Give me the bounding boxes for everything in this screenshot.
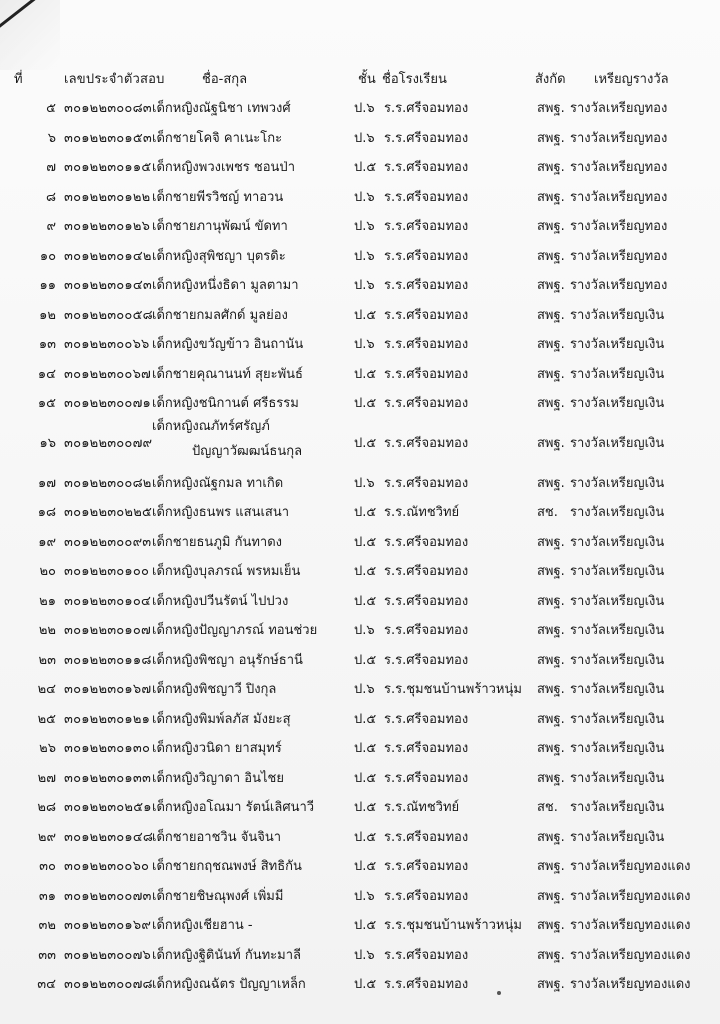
- row-award: รางวัลเหรียญทองแดง: [570, 918, 691, 933]
- row-school: ร.ร.ศรีจอมทอง: [384, 475, 469, 491]
- row-award: รางวัลเหรียญเงิน: [570, 505, 665, 520]
- table-row: [22, 612, 712, 642]
- row-school: ร.ร.ชุมชนบ้านพร้าวหนุ่ม: [384, 918, 522, 933]
- row-award: รางวัลเหรียญทอง: [570, 248, 668, 264]
- row-award: รางวัลเหรียญเงิน: [570, 623, 665, 638]
- ink-dot: [497, 991, 501, 995]
- row-name: เด็กหญิงอโณมา รัตน์เลิศนาวี: [152, 800, 315, 815]
- row-award: รางวัลเหรียญเงิน: [570, 682, 665, 697]
- row-affiliation: สพฐ.: [537, 682, 565, 697]
- row-name: เด็กหญิงบุลภรณ์ พรหมเย็น: [152, 564, 301, 579]
- header-no: ที่: [14, 72, 23, 87]
- row-affiliation: สพฐ.: [537, 652, 565, 668]
- row-name: เด็กหญิงเชียฮาน -: [152, 918, 253, 933]
- table-row: [22, 760, 712, 790]
- row-exam-id: ๓๐๑๒๒๓๐๐๗๑: [64, 396, 151, 411]
- header-school: ชื่อโรงเรียน: [382, 72, 447, 87]
- row-affiliation: สพฐ.: [537, 307, 565, 323]
- row-no: ๑๙: [38, 534, 56, 550]
- row-grade: ป.๕: [354, 652, 377, 668]
- row-award: รางวัลเหรียญทองแดง: [570, 888, 691, 904]
- row-exam-id: ๓๐๑๒๒๓๐๑๑๘: [64, 652, 152, 668]
- row-no: ๒๙: [37, 829, 56, 845]
- row-no: ๘: [45, 189, 56, 205]
- row-grade: ป.๕: [354, 800, 377, 815]
- row-school: ร.ร.ศรีจอมทอง: [384, 711, 469, 727]
- table-row: [22, 524, 712, 554]
- row-name: เด็กชายโคจิ คาเนะโกะ: [152, 130, 283, 146]
- row-exam-id: ๓๐๑๒๒๓๐๑๖๙: [64, 918, 152, 933]
- row-exam-id: ๓๐๑๒๒๓๐๑๓๓: [64, 770, 152, 786]
- row-school: ร.ร.ศรีจอมทอง: [384, 741, 469, 756]
- row-exam-id: ๓๐๑๒๒๓๐๒๒๕: [64, 505, 153, 520]
- row-affiliation: สพฐ.: [537, 435, 565, 451]
- row-grade: ป.๕: [354, 435, 377, 451]
- row-no: ๑๐: [39, 248, 56, 264]
- row-exam-id: ๓๐๑๒๒๓๐๑๒๒: [64, 189, 151, 205]
- row-school: ร.ร.ศรีจอมทอง: [384, 770, 469, 786]
- row-name-line1: เด็กหญิงณภัทร์ศรัญภ์: [152, 418, 270, 434]
- row-no: ๑๓: [38, 337, 56, 352]
- row-name: เด็กหญิงณัฐกมล ทาเกิด: [152, 475, 284, 491]
- row-exam-id: ๓๐๑๒๒๓๐๑๒๑: [64, 711, 151, 727]
- table-row: [22, 583, 712, 613]
- row-school: ร.ร.ศรีจอมทอง: [384, 593, 469, 609]
- row-award: รางวัลเหรียญทองแดง: [570, 977, 691, 992]
- row-grade: ป.๖: [354, 682, 375, 697]
- table-row: [22, 671, 712, 701]
- row-no: ๓๑: [38, 888, 56, 904]
- row-affiliation: สช.: [537, 505, 558, 520]
- row-school: ร.ร.ศรีจอมทอง: [384, 829, 469, 845]
- row-exam-id: ๓๐๑๒๒๓๐๒๕๑: [64, 800, 152, 815]
- row-affiliation: สพฐ.: [537, 888, 565, 904]
- row-school: ร.ร.ชุมชนบ้านพร้าวหนุ่ม: [384, 682, 522, 697]
- row-affiliation: สพฐ.: [537, 770, 565, 786]
- row-award: รางวัลเหรียญเงิน: [570, 396, 665, 411]
- row-school: ร.ร.ศรีจอมทอง: [384, 160, 469, 175]
- row-no: ๒๑: [39, 593, 56, 609]
- row-affiliation: สพฐ.: [537, 219, 565, 234]
- row-school: ร.ร.ณัทชวิทย์: [384, 800, 460, 815]
- row-name: เด็กหญิงพิมพ์ลภัส มังยะสุ: [152, 711, 291, 727]
- table-row: [22, 465, 712, 495]
- row-no: ๙: [46, 219, 56, 234]
- row-name: [152, 415, 357, 461]
- page-fold-shadow: [0, 0, 60, 70]
- row-affiliation: สช.: [537, 800, 558, 815]
- row-affiliation: สพฐ.: [537, 475, 565, 491]
- row-no: ๒๘: [37, 800, 56, 815]
- row-grade: ป.๖: [354, 337, 375, 352]
- row-no: ๓๔: [37, 977, 56, 992]
- table-row: [22, 966, 712, 996]
- row-award: รางวัลเหรียญเงิน: [570, 307, 665, 323]
- table-row: [22, 179, 712, 209]
- table-row: [22, 878, 712, 908]
- row-grade: ป.๖: [354, 278, 375, 293]
- row-no: ๒๕: [37, 711, 56, 727]
- row-grade: ป.๕: [354, 564, 377, 579]
- row-school: ร.ร.ศรีจอมทอง: [384, 278, 469, 293]
- table-row: [22, 415, 712, 465]
- header-exam-id: เลขประจำตัวสอบ: [64, 72, 165, 87]
- row-exam-id: ๓๐๑๒๒๓๐๐๗๓: [64, 888, 152, 904]
- row-name: เด็กหญิงพิชญา อนุรักษ์ธานี: [152, 652, 303, 668]
- row-school: ร.ร.ศรีจอมทอง: [384, 248, 469, 264]
- row-grade: ป.๖: [354, 888, 375, 904]
- table-row: [22, 701, 712, 731]
- table-row: [22, 149, 712, 179]
- row-affiliation: สพฐ.: [537, 564, 565, 579]
- row-school: ร.ร.ศรีจอมทอง: [384, 189, 469, 205]
- row-grade: ป.๖: [354, 623, 375, 638]
- row-school: ร.ร.ศรีจอมทอง: [384, 859, 469, 874]
- row-award: รางวัลเหรียญทอง: [570, 101, 668, 116]
- row-exam-id: ๓๐๑๒๒๓๐๑๔๓: [64, 278, 153, 293]
- row-affiliation: สพฐ.: [537, 396, 565, 411]
- table-row: [22, 208, 712, 238]
- row-grade: ป.๕: [354, 534, 377, 550]
- row-exam-id: ๓๐๑๒๒๓๐๑๒๖: [64, 219, 151, 234]
- row-exam-id: ๓๐๑๒๒๓๐๐๗๘: [64, 977, 153, 992]
- row-award: รางวัลเหรียญทอง: [570, 160, 668, 175]
- row-grade: ป.๖: [354, 101, 375, 116]
- row-school: ร.ร.ศรีจอมทอง: [384, 888, 469, 904]
- row-name: เด็กหญิงสุพิชญา บุตรดิะ: [152, 248, 286, 264]
- row-affiliation: สพฐ.: [537, 623, 565, 638]
- row-award: รางวัลเหรียญทองแดง: [570, 947, 691, 963]
- table-row: [22, 326, 712, 356]
- row-grade: ป.๖: [354, 130, 375, 146]
- row-grade: ป.๕: [354, 307, 377, 323]
- row-school: ร.ร.ศรีจอมทอง: [384, 977, 469, 992]
- row-name: เด็กหญิงพวงเพชร ชอนป่า: [152, 160, 295, 175]
- row-award: รางวัลเหรียญเงิน: [570, 435, 665, 451]
- row-school: ร.ร.ศรีจอมทอง: [384, 396, 469, 411]
- row-school: ร.ร.ศรีจอมทอง: [384, 564, 469, 579]
- table-body: [22, 90, 712, 996]
- row-affiliation: สพฐ.: [537, 947, 565, 963]
- row-affiliation: สพฐ.: [537, 859, 565, 874]
- row-affiliation: สพฐ.: [537, 534, 565, 550]
- row-exam-id: ๓๐๑๒๒๓๐๐๕๘: [64, 307, 153, 323]
- row-award: รางวัลเหรียญทอง: [570, 189, 668, 205]
- row-exam-id: ๓๐๑๒๒๓๐๑๑๕: [64, 160, 152, 175]
- table-row: [22, 120, 712, 150]
- table-row: [22, 494, 712, 524]
- row-grade: ป.๕: [354, 977, 377, 992]
- row-no: ๑๑: [39, 278, 56, 293]
- row-affiliation: สพฐ.: [537, 918, 565, 933]
- row-affiliation: สพฐ.: [537, 741, 565, 756]
- row-no: ๓๐: [39, 859, 56, 874]
- row-grade: ป.๖: [354, 475, 375, 491]
- row-affiliation: สพฐ.: [537, 160, 565, 175]
- row-grade: ป.๕: [354, 770, 377, 786]
- row-name: เด็กหญิงณฉัตร ปัญญาเหล็ก: [152, 977, 306, 992]
- row-exam-id: ๓๐๑๒๒๓๐๑๐๔: [64, 593, 152, 609]
- row-exam-id: ๓๐๑๒๒๓๐๐๘๒: [64, 475, 152, 491]
- table-row: [22, 356, 712, 386]
- row-award: รางวัลเหรียญทองแดง: [570, 859, 691, 874]
- row-no: ๓๓: [38, 947, 56, 963]
- table-row: [22, 385, 712, 415]
- row-affiliation: สพฐ.: [537, 101, 565, 116]
- row-award: รางวัลเหรียญเงิน: [570, 475, 665, 491]
- row-affiliation: สพฐ.: [537, 278, 565, 293]
- row-award: รางวัลเหรียญเงิน: [570, 770, 665, 786]
- header-name: ชื่อ-สกุล: [202, 72, 248, 87]
- row-no: ๗: [46, 160, 56, 175]
- row-affiliation: สพฐ.: [537, 977, 565, 992]
- row-grade: ป.๕: [354, 593, 377, 609]
- table-row: [22, 789, 712, 819]
- row-name: เด็กหญิงปวีนรัตน์ ไปปวง: [152, 593, 289, 609]
- row-grade: ป.๖: [354, 219, 375, 234]
- table-header: [14, 62, 712, 90]
- row-award: รางวัลเหรียญเงิน: [570, 593, 665, 609]
- row-no: ๑๖: [39, 435, 56, 451]
- row-name-line2: ปัญญาวัฒฒน์ธนกุล: [192, 443, 303, 459]
- row-grade: ป.๖: [354, 189, 375, 205]
- row-exam-id: ๓๐๑๒๒๓๐๐๘๓: [64, 101, 152, 116]
- table-row: [22, 848, 712, 878]
- row-affiliation: สพฐ.: [537, 593, 565, 609]
- row-exam-id: ๓๐๑๒๒๓๐๐๖๖: [64, 337, 150, 352]
- row-award: รางวัลเหรียญเงิน: [570, 741, 665, 756]
- row-exam-id: ๓๐๑๒๒๓๐๐๗๙: [64, 435, 153, 451]
- row-no: ๒๗: [37, 770, 56, 786]
- row-affiliation: สพฐ.: [537, 130, 565, 146]
- header-affiliation: สังกัด: [535, 72, 566, 87]
- row-exam-id: ๓๐๑๒๒๓๐๑๔๘: [64, 829, 154, 845]
- row-grade: ป.๕: [354, 396, 377, 411]
- row-exam-id: ๓๐๑๒๒๓๐๐๖๗: [64, 366, 151, 382]
- results-table: [14, 62, 712, 996]
- table-row: [22, 937, 712, 967]
- row-no: ๖: [47, 130, 56, 146]
- row-grade: ป.๖: [354, 248, 375, 264]
- table-row: [22, 267, 712, 297]
- table-row: [22, 730, 712, 760]
- row-no: ๑๔: [37, 366, 56, 382]
- row-name: เด็กหญิงพิชญาวี ปิงกุล: [152, 682, 277, 697]
- row-school: ร.ร.ศรีจอมทอง: [384, 337, 469, 352]
- row-no: ๑๘: [37, 505, 56, 520]
- table-row: [22, 819, 712, 849]
- row-school: ร.ร.ศรีจอมทอง: [384, 130, 469, 146]
- row-school: ร.ร.ศรีจอมทอง: [384, 623, 469, 638]
- row-school: ร.ร.ศรีจอมทอง: [384, 307, 469, 323]
- row-award: รางวัลเหรียญเงิน: [570, 564, 665, 579]
- row-grade: ป.๕: [354, 829, 377, 845]
- row-award: รางวัลเหรียญเงิน: [570, 652, 665, 668]
- row-school: ร.ร.ศรีจอมทอง: [384, 947, 469, 963]
- row-exam-id: ๓๐๑๒๒๓๐๐๙๓: [64, 534, 152, 550]
- row-name: เด็กหญิงหนึ่งธิดา มูลตามา: [152, 278, 299, 293]
- table-row: [22, 553, 712, 583]
- row-award: รางวัลเหรียญทอง: [570, 219, 668, 234]
- row-exam-id: ๓๐๑๒๒๓๐๐๗๖: [64, 947, 151, 963]
- row-no: ๕: [46, 101, 56, 116]
- row-school: ร.ร.ศรีจอมทอง: [384, 652, 469, 668]
- row-exam-id: ๓๐๑๒๒๓๐๐๖๐: [64, 859, 150, 874]
- row-no: ๑๗: [37, 475, 56, 491]
- row-exam-id: ๓๐๑๒๒๓๐๑๓๐: [64, 741, 151, 756]
- row-exam-id: ๓๐๑๒๒๓๐๑๐๐: [64, 564, 150, 579]
- row-name: เด็กชายธนภูมิ กันทาดง: [152, 534, 283, 550]
- row-name: เด็กชายพีรวิชญ์ ทาอวน: [152, 189, 284, 205]
- row-grade: ป.๕: [354, 859, 377, 874]
- row-name: เด็กหญิงฐิตินันท์ กันทะมาลี: [152, 947, 301, 963]
- row-name: เด็กหญิงขวัญข้าว อินถานัน: [152, 337, 304, 352]
- row-grade: ป.๕: [354, 918, 377, 933]
- row-school: ร.ร.ณัทชวิทย์: [384, 505, 460, 520]
- row-name: เด็กชายกฤชณพงษ์ สิทธิกัน: [152, 859, 302, 874]
- row-school: ร.ร.ศรีจอมทอง: [384, 219, 469, 234]
- row-no: ๒๔: [37, 682, 56, 697]
- row-name: เด็กชายอาชวิน จันจินา: [152, 829, 282, 845]
- table-row: [22, 90, 712, 120]
- row-award: รางวัลเหรียญเงิน: [570, 829, 665, 845]
- row-award: รางวัลเหรียญทอง: [570, 278, 668, 293]
- row-grade: ป.๕: [354, 366, 377, 382]
- row-name: เด็กหญิงณัฐนิชา เทพวงศ์: [152, 101, 291, 116]
- row-name: เด็กชายชิษณุพงศ์ เพิ่มมี: [152, 888, 284, 904]
- row-no: ๑๒: [39, 307, 56, 323]
- row-award: รางวัลเหรียญเงิน: [570, 366, 665, 382]
- row-affiliation: สพฐ.: [537, 248, 565, 264]
- row-school: ร.ร.ศรีจอมทอง: [384, 101, 469, 116]
- header-award: เหรียญรางวัล: [594, 72, 669, 87]
- row-affiliation: สพฐ.: [537, 366, 565, 382]
- row-no: ๑๕: [37, 396, 56, 411]
- row-name: เด็กชายกมลศักด์ มูลย่อง: [152, 307, 288, 323]
- row-grade: ป.๖: [354, 947, 375, 963]
- row-exam-id: ๓๐๑๒๒๓๐๑๕๓: [64, 130, 153, 146]
- row-no: ๒๐: [39, 564, 56, 579]
- row-grade: ป.๕: [354, 160, 377, 175]
- row-name: เด็กชายภานุพัฒน์ ขัดทา: [152, 219, 288, 234]
- row-name: เด็กหญิงปัญญาภรณ์ ทอนช่วย: [152, 623, 318, 638]
- row-name: เด็กหญิงชนิกานต์ ศรีธรรม: [152, 396, 299, 411]
- table-row: [22, 297, 712, 327]
- row-grade: ป.๕: [354, 505, 377, 520]
- row-affiliation: สพฐ.: [537, 189, 565, 205]
- row-name: เด็กหญิงวิญาดา อินไชย: [152, 770, 284, 786]
- row-grade: ป.๕: [354, 711, 377, 727]
- table-row: [22, 238, 712, 268]
- row-affiliation: สพฐ.: [537, 337, 565, 352]
- row-school: ร.ร.ศรีจอมทอง: [384, 435, 469, 451]
- row-name: เด็กหญิงวนิดา ยาสมุทร์: [152, 741, 282, 756]
- table-row: [22, 907, 712, 937]
- row-exam-id: ๓๐๑๒๒๓๐๑๐๗: [64, 623, 151, 638]
- row-no: ๒๒: [38, 623, 56, 638]
- row-school: ร.ร.ศรีจอมทอง: [384, 534, 469, 550]
- table-row: [22, 642, 712, 672]
- row-affiliation: สพฐ.: [537, 711, 565, 727]
- row-award: รางวัลเหรียญเงิน: [570, 337, 665, 352]
- row-exam-id: ๓๐๑๒๒๓๐๑๖๗: [64, 682, 152, 697]
- row-affiliation: สพฐ.: [537, 829, 565, 845]
- row-award: รางวัลเหรียญเงิน: [570, 800, 665, 815]
- row-no: ๒๖: [39, 741, 56, 756]
- row-school: ร.ร.ศรีจอมทอง: [384, 366, 469, 382]
- row-name: เด็กหญิงธนพร แสนเสนา: [152, 505, 290, 520]
- row-name: เด็กชายคุณานนท์ สุยะพันธ์: [152, 366, 303, 382]
- row-no: ๒๓: [38, 652, 56, 668]
- row-award: รางวัลเหรียญทอง: [570, 130, 668, 146]
- row-award: รางวัลเหรียญเงิน: [570, 711, 665, 727]
- row-award: รางวัลเหรียญเงิน: [570, 534, 665, 550]
- header-grade: ชั้น: [358, 72, 376, 87]
- row-exam-id: ๓๐๑๒๒๓๐๑๔๒: [64, 248, 152, 264]
- row-grade: ป.๕: [354, 741, 377, 756]
- row-no: ๓๒: [38, 918, 56, 933]
